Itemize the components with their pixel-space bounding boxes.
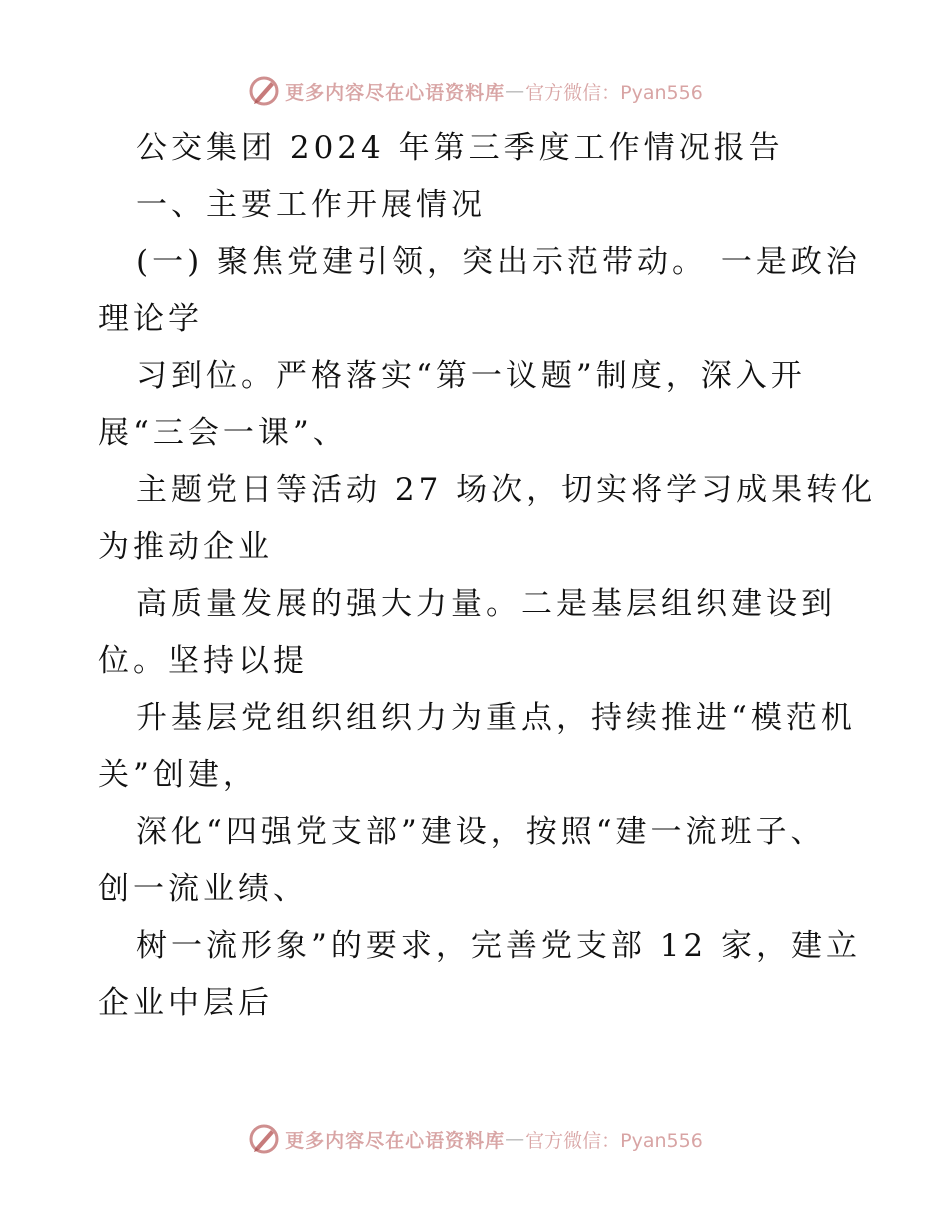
paragraph-line: 为推动企业 bbox=[98, 529, 273, 565]
paragraph-line: 展“三会一课”、 bbox=[98, 415, 348, 451]
footer-watermark bbox=[0, 1119, 950, 1159]
paragraph-line: 习到位。严格落实“第一议题”制度，深入开 bbox=[136, 358, 806, 394]
paragraph-line: 关”创建， bbox=[98, 757, 258, 793]
paragraph-line: 升基层党组织组织力为重点，持续推进“模范机 bbox=[136, 700, 856, 736]
paragraph-line: 位。坚持以提 bbox=[98, 643, 308, 679]
paragraph-line: 理论学 bbox=[98, 301, 203, 337]
footer-wechat-text: 官方微信：Pyan556 bbox=[525, 1129, 703, 1152]
section-heading: 一、主要工作开展情况 bbox=[136, 187, 486, 223]
paragraph-line: (一) 聚焦党建引领，突出示范带动。 一是政治 bbox=[136, 244, 861, 280]
paragraph-line: 深化“四强党支部”建设，按照“建一流班子、 bbox=[136, 814, 826, 850]
header-separator: — bbox=[505, 80, 526, 102]
document-title: 公交集团 2024 年第三季度工作情况报告 bbox=[136, 130, 784, 166]
document-body bbox=[98, 120, 877, 1032]
header-wechat-text: 官方微信：Pyan556 bbox=[525, 81, 703, 104]
footer-brand-text: 更多内容尽在心语资料库 bbox=[285, 1129, 506, 1152]
footer-separator: — bbox=[505, 1128, 526, 1150]
paragraph-line: 高质量发展的强大力量。二是基层组织建设到 bbox=[136, 586, 836, 622]
header-brand-text: 更多内容尽在心语资料库 bbox=[285, 81, 506, 104]
paragraph-line: 创一流业绩、 bbox=[98, 871, 308, 907]
header-watermark bbox=[0, 71, 950, 111]
paragraph-line: 树一流形象”的要求，完善党支部 12 家，建立 bbox=[136, 928, 862, 964]
paragraph-line: 主题党日等活动 27 场次，切实将学习成果转化 bbox=[136, 472, 877, 508]
pen-logo-icon bbox=[247, 74, 281, 108]
paragraph-line: 企业中层后 bbox=[98, 985, 273, 1021]
pen-logo-icon bbox=[247, 1122, 281, 1156]
